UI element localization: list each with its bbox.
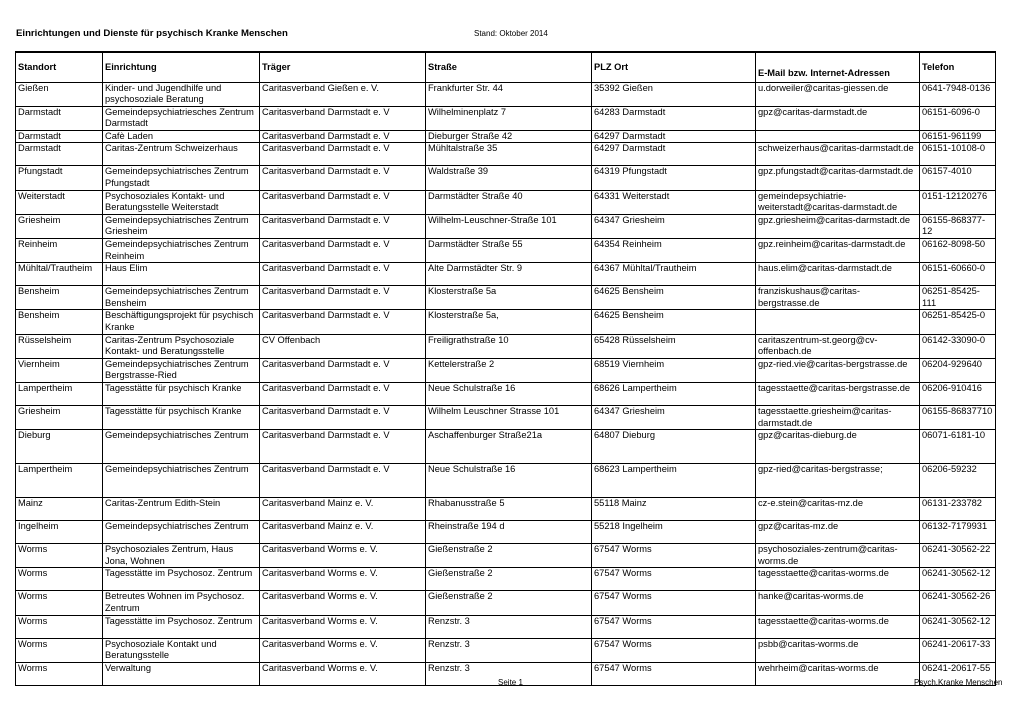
cell-strasse: Wilhelminenplatz 7 — [426, 106, 592, 130]
table-row — [16, 568, 996, 591]
cell-traeger: Caritasverband Darmstadt e. V — [260, 214, 426, 238]
cell-telefon: 06251-85425-111 — [920, 286, 996, 310]
cell-traeger: Caritasverband Worms e. V. — [260, 638, 426, 662]
table-body — [16, 82, 996, 685]
cell-strasse: Klosterstraße 5a, — [426, 310, 592, 334]
cell-telefon: 06151-60660-0 — [920, 263, 996, 286]
cell-telefon: 06241-30562-26 — [920, 591, 996, 615]
cell-telefon: 06071-6181-10 — [920, 430, 996, 464]
header-einrichtung: Einrichtung — [103, 52, 260, 82]
cell-standort: Dieburg — [16, 430, 103, 464]
cell-strasse: Wilhelm Leuschner Strasse 101 — [426, 405, 592, 429]
cell-standort: Lampertheim — [16, 464, 103, 498]
cell-email: gpz@caritas-darmstadt.de — [756, 106, 920, 130]
footer-label: Psych.Kranke Menschen — [914, 678, 1003, 687]
cell-einrichtung: Caritas-Zentrum Psychosoziale Kontakt- und Beratungsstelle — [103, 334, 260, 358]
cell-traeger: Caritasverband Mainz e. V. — [260, 498, 426, 521]
cell-telefon: 06241-30562-12 — [920, 615, 996, 638]
cell-plz-ort: 55118 Mainz — [592, 498, 756, 521]
cell-email: schweizerhaus@caritas-darmstadt.de — [756, 143, 920, 166]
page-number: Seite 1 — [498, 678, 523, 687]
cell-einrichtung: Gemeindepsychiatrisches Zentrum Pfungstadt — [103, 166, 260, 190]
cell-strasse: Renzstr. 3 — [426, 638, 592, 662]
cell-einrichtung: Tagesstätte für psychisch Kranke — [103, 382, 260, 405]
cell-einrichtung: Tagesstätte für psychisch Kranke — [103, 405, 260, 429]
cell-plz-ort: 64625 Bensheim — [592, 310, 756, 334]
cell-traeger: Caritasverband Worms e. V. — [260, 568, 426, 591]
cell-standort: Lampertheim — [16, 382, 103, 405]
cell-traeger: Caritasverband Darmstadt e. V — [260, 263, 426, 286]
cell-strasse: Waldstraße 39 — [426, 166, 592, 190]
table-row — [16, 82, 996, 106]
cell-plz-ort: 35392 Gießen — [592, 82, 756, 106]
cell-telefon: 06206-910416 — [920, 382, 996, 405]
cell-standort: Darmstadt — [16, 106, 103, 130]
cell-plz-ort: 67547 Worms — [592, 544, 756, 568]
cell-standort: Worms — [16, 591, 103, 615]
cell-telefon: 06157-4010 — [920, 166, 996, 190]
cell-email: haus.elim@caritas-darmstadt.de — [756, 263, 920, 286]
cell-telefon: 0641-7948-0136 — [920, 82, 996, 106]
cell-traeger: Caritasverband Darmstadt e. V — [260, 382, 426, 405]
cell-plz-ort: 68623 Lampertheim — [592, 464, 756, 498]
cell-email: tagesstaette.griesheim@caritas-darmstadt.de — [756, 405, 920, 429]
cell-plz-ort: 64347 Griesheim — [592, 405, 756, 429]
header-plz-ort: PLZ Ort — [592, 52, 756, 82]
cell-strasse: Mühltalstraße 35 — [426, 143, 592, 166]
cell-plz-ort: 64319 Pfungstadt — [592, 166, 756, 190]
table-row — [16, 498, 996, 521]
cell-traeger: CV Offenbach — [260, 334, 426, 358]
cell-standort: Ingelheim — [16, 521, 103, 544]
table-row — [16, 358, 996, 382]
cell-strasse: Rheinstraße 194 d — [426, 521, 592, 544]
table-row — [16, 430, 996, 464]
cell-standort: Viernheim — [16, 358, 103, 382]
cell-email: gpz.pfungstadt@caritas-darmstadt.de — [756, 166, 920, 190]
cell-einrichtung: Beschäftigungsprojekt für psychisch Kranke — [103, 310, 260, 334]
cell-traeger: Caritasverband Gießen e. V. — [260, 82, 426, 106]
cell-strasse: Gießenstraße 2 — [426, 568, 592, 591]
table-row — [16, 638, 996, 662]
cell-email: hanke@caritas-worms.de — [756, 591, 920, 615]
cell-telefon: 06151-10108-0 — [920, 143, 996, 166]
cell-telefon: 06155-86837710 — [920, 405, 996, 429]
header-strasse: Straße — [426, 52, 592, 82]
cell-einrichtung: Tagesstätte im Psychosoz. Zentrum — [103, 615, 260, 638]
cell-einrichtung: Kinder- und Jugendhilfe und psychosoziale Beratung — [103, 82, 260, 106]
cell-telefon: 06162-8098-50 — [920, 239, 996, 263]
cell-standort: Bensheim — [16, 310, 103, 334]
table-row — [16, 464, 996, 498]
cell-standort: Bensheim — [16, 286, 103, 310]
cell-traeger: Caritasverband Darmstadt e. V — [260, 143, 426, 166]
cell-plz-ort: 55218 Ingelheim — [592, 521, 756, 544]
cell-einrichtung: Caritas-Zentrum Edith-Stein — [103, 498, 260, 521]
table-row — [16, 615, 996, 638]
cell-standort: Worms — [16, 544, 103, 568]
cell-strasse: Renzstr. 3 — [426, 615, 592, 638]
cell-standort: Gießen — [16, 82, 103, 106]
cell-standort: Mainz — [16, 498, 103, 521]
cell-traeger: Caritasverband Darmstadt e. V — [260, 358, 426, 382]
facilities-table — [15, 51, 996, 686]
cell-traeger: Caritasverband Mainz e. V. — [260, 521, 426, 544]
cell-standort: Griesheim — [16, 405, 103, 429]
table-row — [16, 106, 996, 130]
table-row — [16, 310, 996, 334]
cell-plz-ort: 68626 Lampertheim — [592, 382, 756, 405]
cell-einrichtung: Cafè Laden — [103, 130, 260, 143]
table-row — [16, 130, 996, 143]
cell-strasse: Renzstr. 3 — [426, 662, 592, 685]
cell-plz-ort: 64354 Reinheim — [592, 239, 756, 263]
cell-standort: Mühltal/Trautheim — [16, 263, 103, 286]
cell-plz-ort: 64283 Darmstadt — [592, 106, 756, 130]
cell-email: tagesstaette@caritas-worms.de — [756, 615, 920, 638]
cell-traeger: Caritasverband Darmstadt e. V — [260, 239, 426, 263]
cell-telefon: 06155-868377-12 — [920, 214, 996, 238]
cell-email: tagesstaette@caritas-worms.de — [756, 568, 920, 591]
table-row — [16, 382, 996, 405]
cell-traeger: Caritasverband Worms e. V. — [260, 615, 426, 638]
table-row — [16, 263, 996, 286]
cell-standort: Rüsselsheim — [16, 334, 103, 358]
cell-plz-ort: 64297 Darmstadt — [592, 143, 756, 166]
cell-email: franziskushaus@caritas-bergstrasse.de — [756, 286, 920, 310]
cell-telefon: 0151-12120276 — [920, 190, 996, 214]
header-standort: Standort — [16, 52, 103, 82]
document-title: Einrichtungen und Dienste für psychisch Kranke Menschen — [16, 28, 288, 39]
cell-standort: Griesheim — [16, 214, 103, 238]
table-row — [16, 521, 996, 544]
cell-plz-ort: 67547 Worms — [592, 615, 756, 638]
cell-strasse: Neue Schulstraße 16 — [426, 464, 592, 498]
cell-email: wehrheim@caritas-worms.de — [756, 662, 920, 685]
cell-telefon: 06241-20617-33 — [920, 638, 996, 662]
cell-telefon: 06241-20617-55 — [920, 662, 996, 685]
cell-email: tagesstaette@caritas-bergstrasse.de — [756, 382, 920, 405]
cell-einrichtung: Gemeindepsychiatrisches Zentrum Griesheim — [103, 214, 260, 238]
cell-strasse: Aschaffenburger Straße21a — [426, 430, 592, 464]
cell-plz-ort: 65428 Rüsselsheim — [592, 334, 756, 358]
cell-telefon: 06206-59232 — [920, 464, 996, 498]
header-email: E-Mail bzw. Internet-Adressen — [756, 52, 920, 82]
cell-plz-ort: 67547 Worms — [592, 662, 756, 685]
cell-traeger: Caritasverband Darmstadt e. V — [260, 106, 426, 130]
cell-strasse: Rhabanusstraße 5 — [426, 498, 592, 521]
cell-email: psbb@caritas-worms.de — [756, 638, 920, 662]
cell-email: gpz.griesheim@caritas-darmstadt.de — [756, 214, 920, 238]
cell-telefon: 06131-233782 — [920, 498, 996, 521]
cell-telefon: 06251-85425-0 — [920, 310, 996, 334]
cell-standort: Worms — [16, 638, 103, 662]
cell-strasse: Freiligrathstraße 10 — [426, 334, 592, 358]
cell-email: gpz.reinheim@caritas-darmstadt.de — [756, 239, 920, 263]
cell-einrichtung: Psychosoziales Zentrum, Haus Jona, Wohnen — [103, 544, 260, 568]
cell-standort: Pfungstadt — [16, 166, 103, 190]
cell-email — [756, 130, 920, 143]
cell-strasse: Darmstädter Straße 55 — [426, 239, 592, 263]
table-row — [16, 286, 996, 310]
cell-telefon: 06132-7179931 — [920, 521, 996, 544]
table-row — [16, 143, 996, 166]
cell-email: gpz-ried@caritas-bergstrasse; — [756, 464, 920, 498]
cell-einrichtung: Verwaltung — [103, 662, 260, 685]
table-row — [16, 591, 996, 615]
cell-standort: Worms — [16, 662, 103, 685]
cell-einrichtung: Gemeindepsychiatrisches Zentrum Reinheim — [103, 239, 260, 263]
table-header-row — [16, 52, 996, 82]
cell-einrichtung: Gemeindepsychiatrisches Zentrum — [103, 430, 260, 464]
cell-traeger: Caritasverband Darmstadt e. V — [260, 166, 426, 190]
cell-telefon: 06151-6096-0 — [920, 106, 996, 130]
cell-plz-ort: 64367 Mühltal/Trautheim — [592, 263, 756, 286]
cell-strasse: Dieburger Straße 42 — [426, 130, 592, 143]
cell-einrichtung: Gemeindepsychiatrisches Zentrum Bergstrasse-Ried — [103, 358, 260, 382]
cell-traeger: Caritasverband Darmstadt e. V — [260, 405, 426, 429]
cell-standort: Darmstadt — [16, 143, 103, 166]
cell-email: cz-e.stein@caritas-mz.de — [756, 498, 920, 521]
cell-einrichtung: Gemeindepsychiatriesches Zentrum Darmstadt — [103, 106, 260, 130]
cell-strasse: Darmstädter Straße 40 — [426, 190, 592, 214]
cell-plz-ort: 67547 Worms — [592, 638, 756, 662]
cell-traeger: Caritasverband Darmstadt e. V — [260, 464, 426, 498]
cell-email: gpz@caritas-dieburg.de — [756, 430, 920, 464]
cell-email: gpz@caritas-mz.de — [756, 521, 920, 544]
cell-einrichtung: Betreutes Wohnen im Psychosoz. Zentrum — [103, 591, 260, 615]
table-row — [16, 239, 996, 263]
cell-plz-ort: 67547 Worms — [592, 568, 756, 591]
cell-traeger: Caritasverband Darmstadt e. V — [260, 130, 426, 143]
cell-plz-ort: 67547 Worms — [592, 591, 756, 615]
cell-telefon: 06142-33090-0 — [920, 334, 996, 358]
cell-standort: Worms — [16, 568, 103, 591]
table-row — [16, 334, 996, 358]
stand-date: Stand: Oktober 2014 — [474, 29, 548, 38]
cell-traeger: Caritasverband Darmstadt e. V — [260, 310, 426, 334]
cell-strasse: Klosterstraße 5a — [426, 286, 592, 310]
cell-plz-ort: 64331 Weiterstadt — [592, 190, 756, 214]
cell-plz-ort: 64807 Dieburg — [592, 430, 756, 464]
cell-einrichtung: Gemeindepsychiatrisches Zentrum — [103, 521, 260, 544]
cell-plz-ort: 64297 Darmstadt — [592, 130, 756, 143]
cell-email: gpz-ried.vie@caritas-bergstrasse.de — [756, 358, 920, 382]
cell-email: gemeindepsychiatrie-weiterstadt@caritas-darmstadt.de — [756, 190, 920, 214]
cell-strasse: Wilhelm-Leuschner-Straße 101 — [426, 214, 592, 238]
cell-einrichtung: Caritas-Zentrum Schweizerhaus — [103, 143, 260, 166]
cell-email: caritaszentrum-st.georg@cv-offenbach.de — [756, 334, 920, 358]
cell-strasse: Frankfurter Str. 44 — [426, 82, 592, 106]
cell-einrichtung: Gemeindepsychiatrisches Zentrum — [103, 464, 260, 498]
cell-email: u.dorweiler@caritas-giessen.de — [756, 82, 920, 106]
table-row — [16, 190, 996, 214]
cell-einrichtung: Tagesstätte im Psychosoz. Zentrum — [103, 568, 260, 591]
cell-email: psychosoziales-zentrum@caritas-worms.de — [756, 544, 920, 568]
cell-email — [756, 310, 920, 334]
cell-traeger: Caritasverband Worms e. V. — [260, 544, 426, 568]
cell-traeger: Caritasverband Darmstadt e. V — [260, 190, 426, 214]
cell-traeger: Caritasverband Darmstadt e. V — [260, 286, 426, 310]
cell-einrichtung: Psychosoziales Kontakt- und Beratungsstelle Weiterstadt — [103, 190, 260, 214]
cell-telefon: 06241-30562-22 — [920, 544, 996, 568]
header-traeger: Träger — [260, 52, 426, 82]
cell-standort: Weiterstadt — [16, 190, 103, 214]
cell-einrichtung: Gemeindepsychiatrisches Zentrum Bensheim — [103, 286, 260, 310]
cell-telefon: 06241-30562-12 — [920, 568, 996, 591]
cell-telefon: 06204-929640 — [920, 358, 996, 382]
cell-standort: Darmstadt — [16, 130, 103, 143]
cell-strasse: Neue Schulstraße 16 — [426, 382, 592, 405]
cell-plz-ort: 64347 Griesheim — [592, 214, 756, 238]
table-row — [16, 214, 996, 238]
cell-traeger: Caritasverband Worms e. V. — [260, 591, 426, 615]
cell-traeger: Caritasverband Worms e. V. — [260, 662, 426, 685]
table-row — [16, 544, 996, 568]
table-row — [16, 405, 996, 429]
cell-strasse: Gießenstraße 2 — [426, 544, 592, 568]
cell-strasse: Kettelerstraße 2 — [426, 358, 592, 382]
cell-standort: Reinheim — [16, 239, 103, 263]
cell-strasse: Gießenstraße 2 — [426, 591, 592, 615]
cell-plz-ort: 68519 Viernheim — [592, 358, 756, 382]
table-row — [16, 166, 996, 190]
cell-einrichtung: Haus Elim — [103, 263, 260, 286]
cell-telefon: 06151-961199 — [920, 130, 996, 143]
cell-strasse: Alte Darmstädter Str. 9 — [426, 263, 592, 286]
cell-einrichtung: Psychosoziale Kontakt und Beratungsstelle — [103, 638, 260, 662]
header-telefon: Telefon — [920, 52, 996, 82]
cell-standort: Worms — [16, 615, 103, 638]
cell-traeger: Caritasverband Darmstadt e. V — [260, 430, 426, 464]
cell-plz-ort: 64625 Bensheim — [592, 286, 756, 310]
